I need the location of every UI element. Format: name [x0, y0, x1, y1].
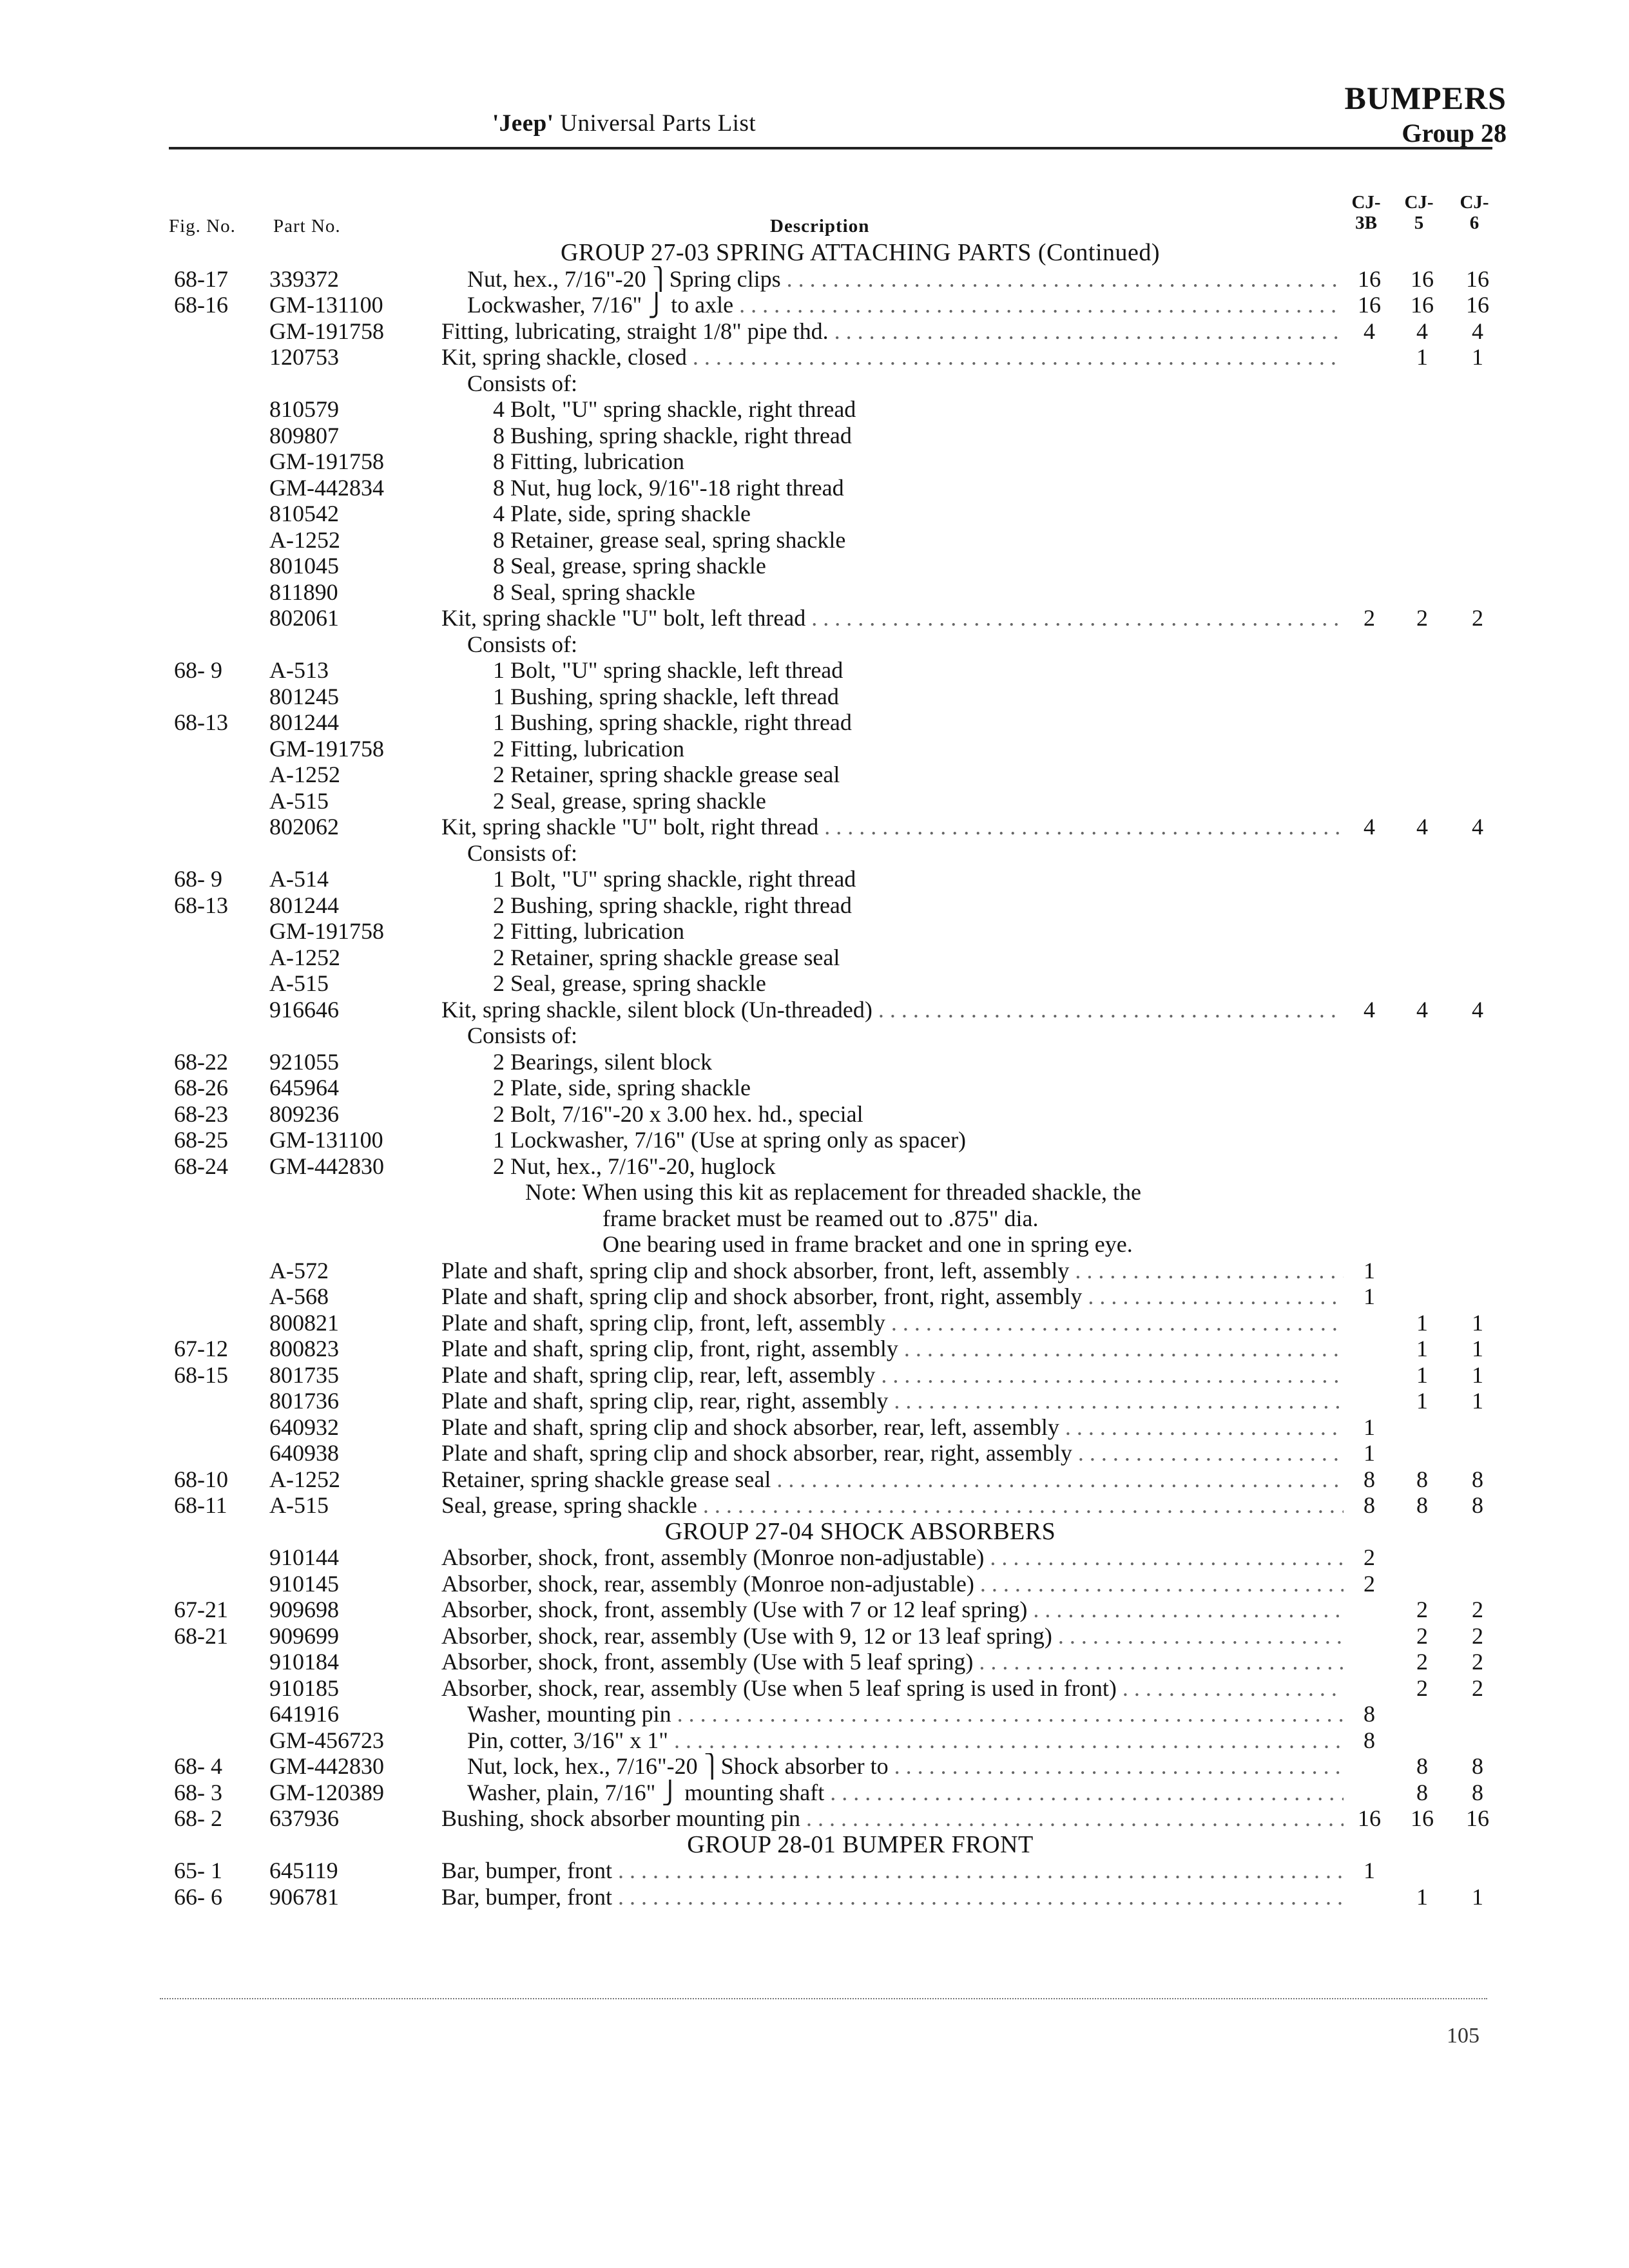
table-row [0, 1336, 1629, 1362]
qty-cj3b: 16 [1358, 292, 1381, 318]
part-description: Pin, cotter, 3/16" x 1" . . . [441, 1727, 1344, 1754]
group-heading: GROUP 28-01 BUMPER FRONT [687, 1831, 1034, 1858]
qty-cj3b: 2 [1364, 605, 1375, 631]
section-title: BUMPERS [1344, 80, 1507, 116]
part-description: Fitting, lubricating, straight 1/8" pipe thd. . . . [441, 318, 1344, 345]
part-description: Absorber, shock, front, assembly (Use with 7 or 12 leaf spring) . . . [441, 1597, 1344, 1623]
qty-cj6: 1 [1472, 1361, 1483, 1388]
qty-cj5: 2 [1416, 1649, 1428, 1675]
part-description: Absorber, shock, rear, assembly (Use when 5 leaf spring is used in front) . . . [441, 1675, 1344, 1702]
part-number: GM-442830 [269, 1153, 384, 1179]
table-row [0, 1780, 1629, 1806]
table-row [0, 1492, 1629, 1519]
part-number: 637936 [269, 1805, 339, 1831]
part-number: 801735 [269, 1361, 339, 1388]
part-number: 640938 [269, 1440, 339, 1466]
part-number: GM-191758 [269, 448, 384, 474]
part-description: Plate and shaft, spring clip, front, right, assembly . . . [441, 1336, 1344, 1362]
table-row [0, 1206, 1629, 1232]
qty-cj5: 16 [1411, 1805, 1434, 1831]
part-description: Plate and shaft, spring clip and shock absorber, front, right, assembly . . . [441, 1283, 1344, 1310]
part-number: 910145 [269, 1570, 339, 1597]
part-description: Consists of: [467, 1023, 578, 1048]
qty-cj5: 8 [1416, 1779, 1428, 1805]
fig-number: 68-13 [174, 892, 228, 918]
part-description: Consists of: [467, 631, 578, 657]
part-description: 8 Seal, spring shackle [493, 579, 695, 605]
table-row [0, 1623, 1629, 1649]
fig-number: 68- 9 [174, 866, 222, 892]
qty-cj3b: 8 [1364, 1727, 1375, 1753]
part-number: A-515 [269, 1492, 329, 1518]
fig-number: 68-15 [174, 1361, 228, 1388]
part-number: 906781 [269, 1883, 339, 1910]
part-description: 1 Bushing, spring shackle, right thread [493, 709, 852, 735]
part-number: 921055 [269, 1048, 339, 1075]
part-number: 910144 [269, 1544, 339, 1570]
table-row [0, 1258, 1629, 1284]
group-heading: GROUP 27-04 SHOCK ABSORBERS [664, 1517, 1056, 1545]
part-description: 2 Seal, grease, spring shackle [493, 787, 766, 814]
part-description: One bearing used in frame bracket and one in spring eye. [602, 1231, 1133, 1257]
qty-cj3b: 1 [1364, 1858, 1375, 1883]
part-description: 8 Nut, hug lock, 9/16"-18 right thread [493, 474, 844, 501]
table-row [0, 1701, 1629, 1727]
fig-number: 68-25 [174, 1127, 228, 1153]
qty-cj6: 1 [1472, 344, 1483, 370]
fig-number: 68- 9 [174, 657, 222, 683]
part-description: Kit, spring shackle, silent block (Un-threaded) . . . [441, 997, 1344, 1023]
part-number: A-568 [269, 1283, 329, 1309]
table-row [0, 1649, 1629, 1675]
part-number: GM-191758 [269, 918, 384, 944]
table-row [0, 1023, 1629, 1049]
table-row [0, 475, 1629, 501]
part-number: GM-131100 [269, 292, 383, 318]
group-heading-row [0, 1519, 1629, 1545]
running-head [492, 110, 756, 137]
table-row [0, 292, 1629, 318]
part-description: 2 Nut, hex., 7/16"-20, huglock [493, 1153, 776, 1179]
part-description: Plate and shaft, spring clip, rear, right, assembly . . . [441, 1388, 1344, 1414]
part-number: GM-191758 [269, 735, 384, 762]
table-row [0, 318, 1629, 345]
group-heading: GROUP 27-03 SPRING ATTACHING PARTS (Continued) [560, 239, 1161, 266]
qty-cj3b: 4 [1364, 996, 1375, 1023]
table-row [0, 1414, 1629, 1441]
part-number: A-1252 [269, 526, 340, 553]
part-number: 640932 [269, 1414, 339, 1440]
qty-cj5: 2 [1416, 1597, 1428, 1622]
table-row [0, 605, 1629, 631]
fig-number: 67-12 [174, 1336, 228, 1361]
part-number: 645119 [269, 1858, 338, 1883]
section-heading [1345, 79, 1507, 149]
table-row [0, 840, 1629, 867]
table-row [0, 945, 1629, 971]
fig-number: 68-17 [174, 265, 228, 292]
table-row [0, 1075, 1629, 1101]
qty-cj5: 1 [1416, 1361, 1428, 1388]
part-description: Absorber, shock, front, assembly (Monroe non-adjustable) . . . [441, 1544, 1344, 1571]
table-row [0, 866, 1629, 892]
table-row [0, 1727, 1629, 1754]
table-row [0, 1179, 1629, 1206]
qty-cj3b: 2 [1364, 1570, 1375, 1597]
table-row [0, 997, 1629, 1023]
part-number: 800821 [269, 1309, 339, 1336]
table-row [0, 1597, 1629, 1623]
part-number: 809807 [269, 422, 339, 448]
part-description: 2 Seal, grease, spring shackle [493, 970, 766, 996]
qty-cj5: 8 [1416, 1753, 1428, 1779]
part-number: 916646 [269, 996, 339, 1023]
part-number: 801245 [269, 683, 339, 709]
table-row [0, 1101, 1629, 1128]
running-head-brand: 'Jeep' [492, 110, 554, 137]
part-description: Plate and shaft, spring clip and shock absorber, rear, left, assembly . . . [441, 1414, 1344, 1441]
qty-cj6: 8 [1472, 1753, 1483, 1779]
qty-cj3b: 8 [1364, 1701, 1375, 1727]
part-description: Kit, spring shackle "U" bolt, right thread . . . [441, 814, 1344, 840]
qty-cj6: 2 [1472, 1675, 1483, 1701]
qty-cj3b: 1 [1364, 1283, 1375, 1309]
fig-number: 68-24 [174, 1153, 228, 1179]
part-description: 8 Fitting, lubrication [493, 448, 684, 474]
fig-number: 68-21 [174, 1622, 228, 1649]
qty-cj5: 8 [1416, 1466, 1428, 1492]
table-row [0, 1884, 1629, 1910]
part-number: 801244 [269, 709, 339, 735]
qty-cj6: 16 [1466, 265, 1489, 292]
part-description: 2 Retainer, spring shackle grease seal [493, 762, 840, 787]
qty-cj6: 4 [1472, 318, 1483, 344]
part-description: 2 Plate, side, spring shackle [493, 1075, 751, 1100]
qty-cj5: 2 [1416, 605, 1428, 631]
table-row [0, 1571, 1629, 1597]
part-description: Washer, plain, 7/16" ⎭ mounting shaft . . . [441, 1780, 1344, 1806]
table-row [0, 1362, 1629, 1389]
qty-cj5: 1 [1416, 1309, 1428, 1336]
fig-number: 68- 4 [174, 1753, 222, 1779]
part-description: 1 Lockwasher, 7/16" (Use at spring only as spacer) [493, 1127, 967, 1153]
table-row [0, 762, 1629, 788]
part-number: A-1252 [269, 762, 340, 787]
group-heading-row [0, 240, 1629, 266]
qty-cj6: 16 [1466, 1805, 1489, 1831]
qty-cj3b: 16 [1358, 265, 1381, 292]
table-row [0, 892, 1629, 919]
part-number: 810579 [269, 396, 339, 422]
column-header-description: Description [770, 216, 870, 236]
part-number: 909699 [269, 1622, 339, 1649]
fig-number: 68-13 [174, 709, 228, 735]
part-number: 810542 [269, 501, 339, 526]
table-row [0, 1466, 1629, 1493]
table-row [0, 788, 1629, 814]
part-number: 910184 [269, 1649, 339, 1675]
part-number: 909698 [269, 1597, 339, 1622]
table-row [0, 1127, 1629, 1153]
part-number: 800823 [269, 1336, 339, 1361]
column-header-cj5: CJ- 5 [1404, 192, 1434, 233]
part-description: 1 Bolt, "U" spring shackle, right thread [493, 866, 856, 892]
footer-rule [160, 1998, 1487, 1999]
qty-cj5: 1 [1416, 1883, 1428, 1910]
part-description: 2 Bearings, silent block [493, 1048, 712, 1075]
table-row [0, 1858, 1629, 1884]
column-header-cj6: CJ- 6 [1460, 192, 1489, 233]
table-row [0, 527, 1629, 553]
part-description: Absorber, shock, rear, assembly (Monroe non-adjustable) . . . [441, 1571, 1344, 1597]
part-number: 802061 [269, 605, 339, 631]
part-description: 2 Bushing, spring shackle, right thread [493, 892, 852, 918]
table-row [0, 396, 1629, 423]
qty-cj5: 16 [1411, 292, 1434, 318]
fig-number: 66- 6 [174, 1883, 222, 1910]
part-number: 801244 [269, 892, 339, 918]
qty-cj6: 1 [1472, 1883, 1483, 1910]
part-description: Note: When using this kit as replacement for threaded shackle, the [525, 1179, 1142, 1205]
qty-cj6: 2 [1472, 605, 1483, 631]
table-row [0, 970, 1629, 997]
column-header-fig: Fig. No. [169, 216, 236, 236]
part-description: 2 Retainer, spring shackle grease seal [493, 944, 840, 970]
qty-cj3b: 2 [1364, 1544, 1375, 1570]
qty-cj6: 8 [1472, 1466, 1483, 1492]
fig-number: 68-10 [174, 1466, 228, 1492]
table-row [0, 814, 1629, 840]
qty-cj5: 16 [1411, 265, 1434, 292]
table-row [0, 579, 1629, 606]
part-description: 2 Fitting, lubrication [493, 918, 684, 944]
part-number: A-572 [269, 1257, 329, 1283]
table-row [0, 918, 1629, 945]
qty-cj3b: 1 [1364, 1414, 1375, 1440]
header-rule [169, 147, 1492, 149]
table-row [0, 423, 1629, 449]
part-description: frame bracket must be reamed out to .875" dia. [602, 1205, 1039, 1231]
qty-cj6: 4 [1472, 814, 1483, 840]
part-number: 809236 [269, 1100, 339, 1127]
table-row [0, 553, 1629, 579]
table-row [0, 657, 1629, 684]
qty-cj3b: 8 [1364, 1492, 1375, 1518]
qty-cj5: 4 [1416, 318, 1428, 344]
part-description: Nut, hex., 7/16"-20 ⎫Spring clips . . . [441, 266, 1344, 293]
table-row [0, 1283, 1629, 1310]
part-description: 4 Bolt, "U" spring shackle, right thread [493, 396, 856, 422]
part-description: Plate and shaft, spring clip, front, left, assembly . . . [441, 1310, 1344, 1336]
fig-number: 68-26 [174, 1075, 228, 1100]
table-row [0, 266, 1629, 293]
part-number: A-1252 [269, 944, 340, 970]
qty-cj5: 1 [1416, 344, 1428, 370]
part-description: Lockwasher, 7/16" ⎭ to axle . . . [441, 292, 1344, 318]
part-description: Nut, lock, hex., 7/16"-20 ⎫Shock absorber to . . . [441, 1753, 1344, 1780]
part-number: A-515 [269, 970, 329, 996]
part-description: Kit, spring shackle "U" bolt, left thread . . . [441, 605, 1344, 631]
qty-cj5: 1 [1416, 1336, 1428, 1361]
fig-number: 68- 3 [174, 1779, 222, 1805]
fig-number: 65- 1 [174, 1858, 222, 1883]
part-number: GM-442830 [269, 1753, 384, 1779]
qty-cj6: 1 [1472, 1336, 1483, 1361]
part-number: 801736 [269, 1388, 339, 1414]
part-number: 641916 [269, 1701, 339, 1727]
part-description: 4 Plate, side, spring shackle [493, 501, 751, 526]
qty-cj3b: 4 [1364, 318, 1375, 344]
qty-cj3b: 1 [1364, 1257, 1375, 1283]
part-description: 1 Bolt, "U" spring shackle, left thread [493, 657, 843, 683]
page-number: 105 [1447, 2024, 1480, 2048]
part-number: 801045 [269, 553, 339, 579]
part-description: Absorber, shock, rear, assembly (Use with 9, 12 or 13 leaf spring) . . . [441, 1623, 1344, 1649]
table-row [0, 709, 1629, 736]
part-description: 2 Fitting, lubrication [493, 735, 684, 762]
table-row [0, 448, 1629, 475]
fig-number: 68-23 [174, 1100, 228, 1127]
table-row [0, 370, 1629, 397]
table-row [0, 1153, 1629, 1180]
table-row [0, 1388, 1629, 1414]
part-description: Consists of: [467, 370, 578, 396]
section-group: Group 28 [1402, 119, 1507, 148]
fig-number: 68- 2 [174, 1805, 222, 1831]
qty-cj6: 2 [1472, 1597, 1483, 1622]
qty-cj5: 1 [1416, 1388, 1428, 1414]
qty-cj3b: 4 [1364, 814, 1375, 840]
qty-cj5: 8 [1416, 1492, 1428, 1518]
part-number: 120753 [269, 344, 339, 370]
table-row [0, 1231, 1629, 1258]
part-description: Kit, spring shackle, closed . . . [441, 344, 1344, 370]
table-row [0, 1310, 1629, 1336]
part-description: Plate and shaft, spring clip and shock absorber, front, left, assembly . . . [441, 1258, 1344, 1284]
part-number: A-514 [269, 866, 329, 892]
qty-cj6: 2 [1472, 1649, 1483, 1675]
column-header-cj3b: CJ- 3B [1351, 192, 1381, 233]
qty-cj6: 1 [1472, 1309, 1483, 1336]
qty-cj6: 1 [1472, 1388, 1483, 1414]
part-number: GM-131100 [269, 1127, 383, 1153]
part-description: Plate and shaft, spring clip, rear, left, assembly . . . [441, 1362, 1344, 1389]
part-description: Seal, grease, spring shackle . . . [441, 1492, 1344, 1519]
part-description: Bar, bumper, front . . . [441, 1858, 1344, 1884]
table-row [0, 736, 1629, 762]
part-description: Plate and shaft, spring clip and shock absorber, rear, right, assembly . . . [441, 1440, 1344, 1466]
qty-cj5: 4 [1416, 996, 1428, 1023]
part-number: GM-120389 [269, 1779, 384, 1805]
part-number: A-513 [269, 657, 329, 683]
qty-cj6: 8 [1472, 1779, 1483, 1805]
part-number: 802062 [269, 814, 339, 840]
part-number: 910185 [269, 1675, 339, 1701]
qty-cj6: 4 [1472, 996, 1483, 1023]
fig-number: 68-11 [174, 1492, 227, 1518]
part-number: A-515 [269, 787, 329, 814]
table-row [0, 1805, 1629, 1832]
part-number: 339372 [269, 265, 339, 292]
column-header-part: Part No. [273, 216, 341, 236]
part-description: 2 Bolt, 7/16"-20 x 3.00 hex. hd., special [493, 1100, 863, 1127]
part-description: 8 Retainer, grease seal, spring shackle [493, 526, 846, 553]
qty-cj5: 4 [1416, 814, 1428, 840]
table-row [0, 501, 1629, 527]
qty-cj5: 2 [1416, 1675, 1428, 1701]
part-number: GM-191758 [269, 318, 384, 344]
group-heading-row [0, 1832, 1629, 1858]
table-row [0, 684, 1629, 710]
table-row [0, 344, 1629, 370]
part-description: Bar, bumper, front . . . [441, 1884, 1344, 1910]
qty-cj6: 16 [1466, 292, 1489, 318]
table-row [0, 1440, 1629, 1466]
part-number: GM-442834 [269, 474, 384, 501]
qty-cj3b: 1 [1364, 1440, 1375, 1466]
qty-cj3b: 8 [1364, 1466, 1375, 1492]
part-description: Bushing, shock absorber mounting pin . . . [441, 1805, 1344, 1832]
part-description: Consists of: [467, 840, 578, 866]
qty-cj3b: 16 [1358, 1805, 1381, 1831]
part-description: 1 Bushing, spring shackle, left thread [493, 683, 839, 709]
part-number: A-1252 [269, 1466, 340, 1492]
part-number: GM-456723 [269, 1727, 384, 1753]
parts-table [0, 240, 1629, 1910]
table-row [0, 1753, 1629, 1780]
part-description: Absorber, shock, front, assembly (Use with 5 leaf spring) . . . [441, 1649, 1344, 1675]
part-description: Washer, mounting pin . . . [441, 1701, 1344, 1727]
table-row [0, 1049, 1629, 1075]
table-row [0, 631, 1629, 658]
part-description: Retainer, spring shackle grease seal . . . [441, 1466, 1344, 1493]
fig-number: 67-21 [174, 1597, 228, 1622]
part-description: 8 Seal, grease, spring shackle [493, 553, 766, 579]
running-head-title: Universal Parts List [554, 110, 757, 137]
table-row [0, 1675, 1629, 1702]
qty-cj6: 8 [1472, 1492, 1483, 1518]
fig-number: 68-16 [174, 292, 228, 318]
part-description: 8 Bushing, spring shackle, right thread [493, 422, 852, 448]
part-number: 645964 [269, 1075, 339, 1100]
table-row [0, 1544, 1629, 1571]
part-number: 811890 [269, 579, 338, 605]
qty-cj5: 2 [1416, 1622, 1428, 1649]
fig-number: 68-22 [174, 1048, 228, 1075]
qty-cj6: 2 [1472, 1622, 1483, 1649]
